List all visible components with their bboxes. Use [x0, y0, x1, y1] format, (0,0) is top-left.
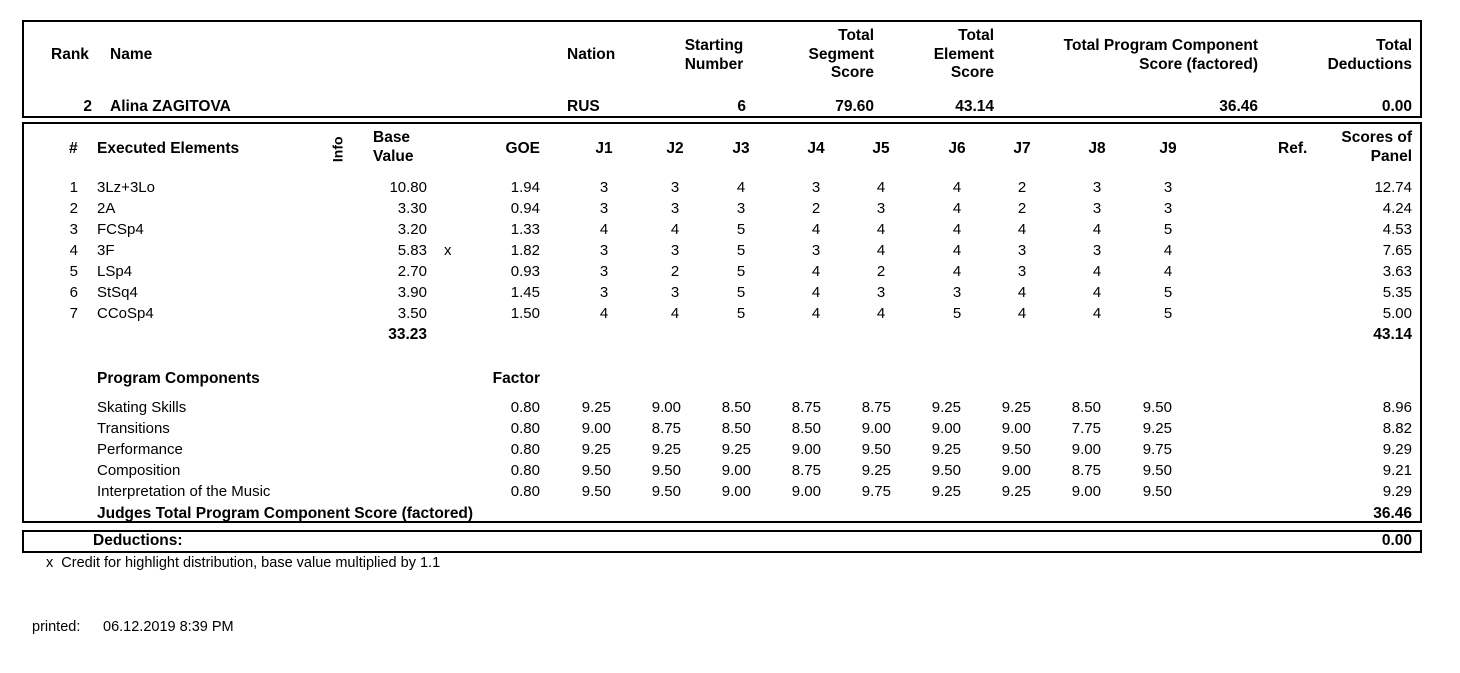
element-judge-score: 4 [811, 305, 821, 322]
element-judge-score: 3 [670, 284, 680, 301]
component-name: Skating Skills [97, 399, 187, 416]
info-header: Info [329, 136, 346, 163]
element-judge-score: 4 [876, 221, 886, 238]
element-judge-score: 4 [1092, 284, 1102, 301]
element-goe: 1.82 [510, 242, 540, 259]
judge-header-2: J2 [666, 140, 684, 157]
element-base-value: 3.50 [397, 305, 427, 322]
component-judge-score: 9.50 [861, 441, 891, 458]
component-panel-score: 9.21 [1382, 462, 1412, 479]
component-judge-score: 9.50 [581, 462, 611, 479]
deductions-label: Deductions: [93, 532, 183, 549]
component-judge-score: 9.25 [581, 441, 611, 458]
element-judge-score: 5 [1163, 284, 1173, 301]
element-judge-score: 4 [1163, 263, 1173, 280]
element-number: 6 [69, 284, 78, 301]
component-judge-score: 8.50 [721, 399, 751, 416]
element-judge-score: 3 [1092, 242, 1102, 259]
element-goe: 0.94 [510, 200, 540, 217]
element-panel-score: 4.24 [1382, 200, 1412, 217]
element-base-value: 3.20 [397, 221, 427, 238]
element-judge-score: 3 [599, 200, 609, 217]
total-segment-score-label: Total Segment Score [808, 27, 874, 81]
element-judge-score: 3 [1163, 200, 1173, 217]
element-judge-score: 2 [1017, 179, 1027, 196]
starting-number-label: Starting Number [684, 37, 744, 73]
component-judge-score: 9.25 [1001, 399, 1031, 416]
element-judge-score: 3 [1092, 179, 1102, 196]
element-name: StSq4 [97, 284, 138, 301]
component-judge-score: 9.50 [1142, 399, 1172, 416]
element-number: 3 [69, 221, 78, 238]
element-judge-score: 2 [670, 263, 680, 280]
element-judge-score: 5 [736, 242, 746, 259]
total-deductions-label: Total Deductions [1327, 37, 1412, 73]
element-number: 2 [69, 200, 78, 217]
factor-header: Factor [492, 370, 540, 387]
judges-total-pcs-value: 36.46 [1373, 505, 1412, 522]
component-judge-score: 9.50 [931, 462, 961, 479]
element-number: 7 [69, 305, 78, 322]
element-judge-score: 4 [952, 242, 962, 259]
base-value-header: Base Value [373, 129, 414, 165]
component-judge-score: 9.50 [1001, 441, 1031, 458]
component-name: Composition [97, 462, 181, 479]
component-judge-score: 9.25 [581, 399, 611, 416]
skater-total-pcs: 36.46 [1219, 98, 1258, 115]
element-judge-score: 4 [1163, 242, 1173, 259]
element-judge-score: 3 [811, 179, 821, 196]
component-factor: 0.80 [510, 441, 540, 458]
element-judge-score: 3 [811, 242, 821, 259]
element-judge-score: 4 [876, 179, 886, 196]
skater-nation: RUS [567, 98, 600, 115]
component-panel-score: 9.29 [1382, 441, 1412, 458]
component-judge-score: 8.75 [1071, 462, 1101, 479]
component-judge-score: 9.25 [931, 399, 961, 416]
element-name: 3F [97, 242, 115, 259]
component-judge-score: 8.75 [791, 399, 821, 416]
component-judge-score: 9.00 [791, 441, 821, 458]
component-judge-score: 9.00 [721, 483, 751, 500]
element-judge-score: 2 [811, 200, 821, 217]
element-judge-score: 4 [1017, 221, 1027, 238]
total-element-score-label: Total Element Score [933, 27, 994, 81]
element-name: LSp4 [97, 263, 133, 280]
element-judge-score: 5 [736, 263, 746, 280]
judge-header-3: J3 [732, 140, 750, 157]
element-judge-score: 4 [1017, 284, 1027, 301]
skater-name: Alina ZAGITOVA [110, 98, 231, 115]
goe-header: GOE [505, 140, 540, 157]
component-judge-score: 9.25 [931, 441, 961, 458]
deductions-box [22, 530, 1422, 553]
skater-starting-number: 6 [737, 98, 746, 115]
elements-num-header: # [69, 140, 78, 157]
judges-total-pcs-label: Judges Total Program Component Score (factored) [97, 505, 474, 522]
component-judge-score: 9.25 [931, 483, 961, 500]
element-judge-score: 2 [1017, 200, 1027, 217]
element-judge-score: 3 [599, 284, 609, 301]
base-value-total: 33.23 [388, 326, 427, 343]
element-judge-score: 4 [876, 242, 886, 259]
element-judge-score: 4 [952, 179, 962, 196]
element-number: 5 [69, 263, 78, 280]
element-judge-score: 4 [599, 221, 609, 238]
judge-header-9: J9 [1159, 140, 1177, 157]
component-panel-score: 8.82 [1382, 420, 1412, 437]
element-judge-score: 3 [876, 284, 886, 301]
element-judge-score: 3 [952, 284, 962, 301]
deductions-value: 0.00 [1381, 532, 1412, 549]
judge-header-7: J7 [1013, 140, 1031, 157]
element-judge-score: 4 [599, 305, 609, 322]
element-judge-score: 3 [736, 200, 746, 217]
element-base-value: 2.70 [397, 263, 427, 280]
component-panel-score: 8.96 [1382, 399, 1412, 416]
element-judge-score: 3 [1163, 179, 1173, 196]
element-judge-score: 2 [876, 263, 886, 280]
element-panel-score: 5.00 [1382, 305, 1412, 322]
component-factor: 0.80 [510, 420, 540, 437]
judge-header-4: J4 [807, 140, 825, 157]
component-name: Transitions [97, 420, 170, 437]
element-judge-score: 5 [736, 305, 746, 322]
element-number: 1 [69, 179, 78, 196]
element-goe: 1.94 [510, 179, 540, 196]
element-judge-score: 4 [1092, 221, 1102, 238]
component-judge-score: 9.00 [1001, 462, 1031, 479]
element-name: FCSp4 [97, 221, 144, 238]
element-judge-score: 4 [670, 221, 680, 238]
element-info-flag: x [444, 242, 452, 259]
component-judge-score: 9.50 [1142, 483, 1172, 500]
element-judge-score: 3 [599, 242, 609, 259]
element-judge-score: 4 [1017, 305, 1027, 322]
element-name: 3Lz+3Lo [97, 179, 155, 196]
element-panel-score: 4.53 [1382, 221, 1412, 238]
element-judge-score: 4 [811, 284, 821, 301]
component-judge-score: 8.50 [1071, 399, 1101, 416]
element-judge-score: 4 [1092, 263, 1102, 280]
element-judge-score: 4 [811, 221, 821, 238]
element-judge-score: 4 [952, 263, 962, 280]
component-judge-score: 9.50 [651, 462, 681, 479]
ref-header: Ref. [1278, 140, 1308, 157]
element-goe: 1.33 [510, 221, 540, 238]
judge-header-8: J8 [1088, 140, 1106, 157]
component-judge-score: 8.75 [651, 420, 681, 437]
element-judge-score: 5 [736, 284, 746, 301]
component-judge-score: 9.50 [651, 483, 681, 500]
component-judge-score: 9.75 [1142, 441, 1172, 458]
component-judge-score: 8.75 [791, 462, 821, 479]
element-judge-score: 4 [952, 200, 962, 217]
element-judge-score: 3 [1017, 242, 1027, 259]
element-judge-score: 5 [1163, 221, 1173, 238]
judge-header-6: J6 [948, 140, 966, 157]
element-judge-score: 5 [736, 221, 746, 238]
component-judge-score: 9.00 [791, 483, 821, 500]
element-judge-score: 5 [1163, 305, 1173, 322]
element-base-value: 3.30 [397, 200, 427, 217]
element-name: 2A [97, 200, 116, 217]
printed-label: printed: [32, 619, 81, 635]
component-factor: 0.80 [510, 462, 540, 479]
element-judge-score: 4 [670, 305, 680, 322]
component-factor: 0.80 [510, 399, 540, 416]
element-goe: 1.50 [510, 305, 540, 322]
component-judge-score: 9.00 [581, 420, 611, 437]
component-judge-score: 9.00 [721, 462, 751, 479]
component-judge-score: 9.50 [581, 483, 611, 500]
element-judge-score: 4 [952, 221, 962, 238]
component-judge-score: 9.00 [651, 399, 681, 416]
nation-label: Nation [567, 46, 616, 63]
component-panel-score: 9.29 [1382, 483, 1412, 500]
scores-of-panel-header: Scores of Panel [1341, 129, 1412, 165]
component-judge-score: 9.25 [651, 441, 681, 458]
component-judge-score: 9.00 [931, 420, 961, 437]
component-judge-score: 9.50 [1142, 462, 1172, 479]
element-judge-score: 3 [670, 200, 680, 217]
element-goe: 1.45 [510, 284, 540, 301]
component-judge-score: 8.50 [791, 420, 821, 437]
element-name: CCoSp4 [97, 305, 154, 322]
element-panel-score: 12.74 [1374, 179, 1412, 196]
total-pcs-label: Total Program Component Score (factored) [1063, 37, 1258, 73]
element-base-value: 10.80 [389, 179, 427, 196]
element-judge-score: 4 [736, 179, 746, 196]
skater-total-segment-score: 79.60 [835, 98, 874, 115]
element-judge-score: 3 [876, 200, 886, 217]
component-judge-score: 9.00 [1071, 441, 1101, 458]
element-panel-score: 7.65 [1382, 242, 1412, 259]
component-judge-score: 9.25 [861, 462, 891, 479]
element-goe: 0.93 [510, 263, 540, 280]
element-judge-score: 4 [876, 305, 886, 322]
component-judge-score: 9.25 [721, 441, 751, 458]
component-name: Performance [97, 441, 183, 458]
component-judge-score: 9.00 [1071, 483, 1101, 500]
program-components-title: Program Components [97, 370, 260, 387]
element-panel-score: 5.35 [1382, 284, 1412, 301]
component-judge-score: 9.75 [861, 483, 891, 500]
executed-elements-header: Executed Elements [97, 140, 240, 157]
component-judge-score: 9.00 [861, 420, 891, 437]
panel-score-total: 43.14 [1373, 326, 1412, 343]
component-judge-score: 7.75 [1071, 420, 1101, 437]
element-number: 4 [69, 242, 78, 259]
element-judge-score: 4 [1092, 305, 1102, 322]
skater-total-deductions: 0.00 [1381, 98, 1412, 115]
printed-datetime: 06.12.2019 8:39 PM [103, 619, 234, 635]
name-label: Name [110, 46, 153, 63]
rank-label: Rank [51, 46, 89, 63]
element-judge-score: 4 [811, 263, 821, 280]
component-judge-score: 8.50 [721, 420, 751, 437]
element-judge-score: 3 [1092, 200, 1102, 217]
component-factor: 0.80 [510, 483, 540, 500]
element-panel-score: 3.63 [1382, 263, 1412, 280]
element-judge-score: 3 [599, 179, 609, 196]
element-judge-score: 3 [1017, 263, 1027, 280]
element-judge-score: 3 [670, 242, 680, 259]
skater-rank: 2 [83, 98, 92, 115]
judge-header-1: J1 [595, 140, 613, 157]
footnote: x Credit for highlight distribution, base value multiplied by 1.1 [46, 555, 441, 571]
element-judge-score: 3 [670, 179, 680, 196]
element-judge-score: 3 [599, 263, 609, 280]
element-base-value: 3.90 [397, 284, 427, 301]
component-judge-score: 8.75 [861, 399, 891, 416]
element-judge-score: 5 [952, 305, 962, 322]
component-judge-score: 9.25 [1001, 483, 1031, 500]
component-judge-score: 9.25 [1142, 420, 1172, 437]
skater-total-element-score: 43.14 [955, 98, 994, 115]
element-base-value: 5.83 [397, 242, 427, 259]
component-judge-score: 9.00 [1001, 420, 1031, 437]
component-name: Interpretation of the Music [97, 483, 271, 500]
judge-header-5: J5 [872, 140, 890, 157]
